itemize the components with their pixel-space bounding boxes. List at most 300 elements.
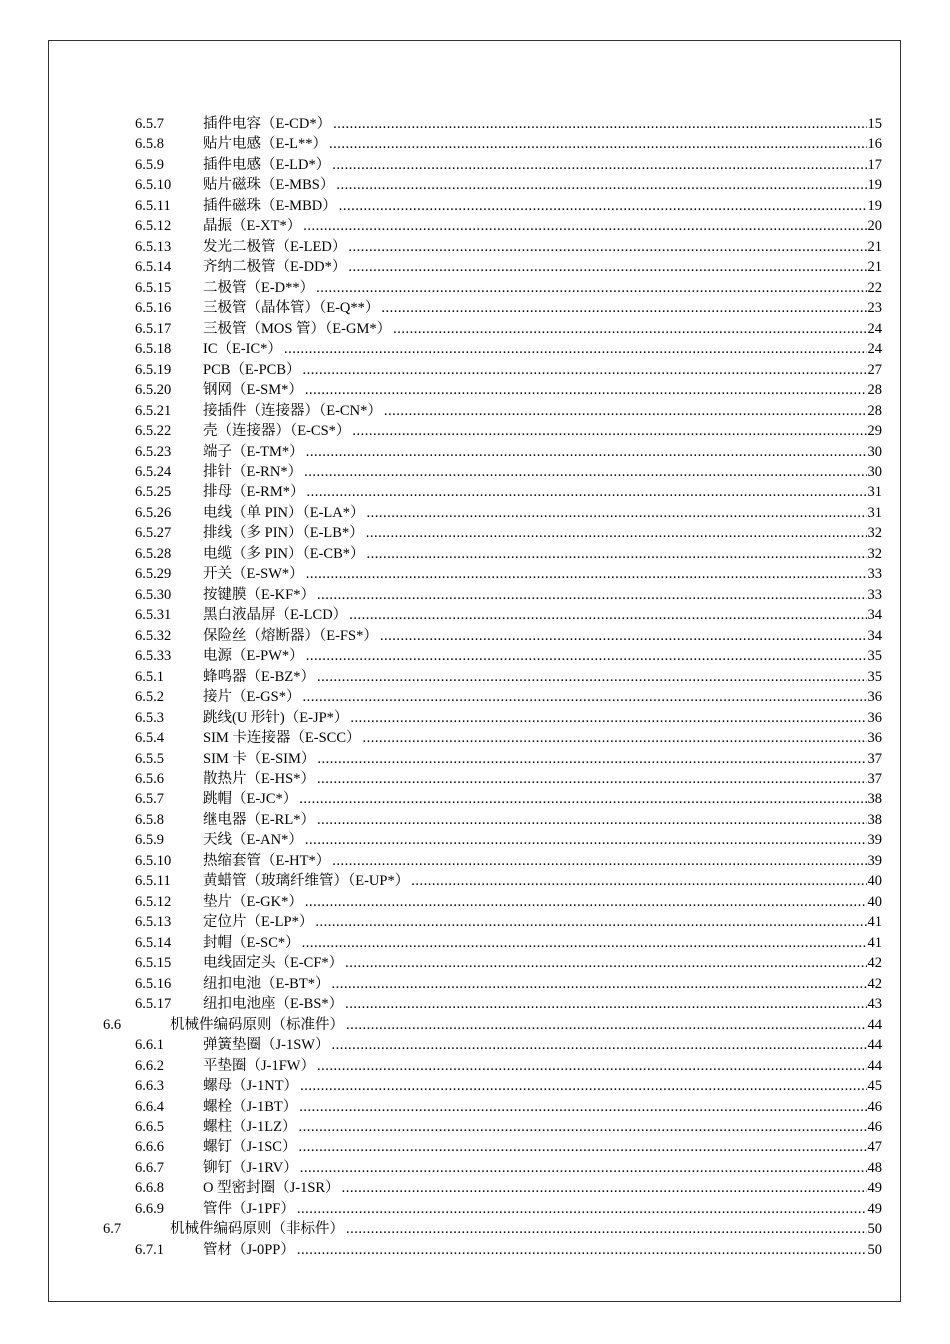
toc-entry-number: 6.5.28 xyxy=(135,545,172,562)
dot-leader xyxy=(363,728,867,748)
toc-entry-line xyxy=(203,871,882,891)
toc-entry-number: 6.5.9 xyxy=(135,832,164,849)
toc-entry-title: 螺母（J-1NT） xyxy=(203,1076,300,1096)
toc-entry-page-number: 30 xyxy=(867,443,882,460)
toc-entry-page-number: 37 xyxy=(867,771,882,787)
toc-entry-line xyxy=(203,1240,882,1260)
toc-entry-number: 6.6.7 xyxy=(135,1159,164,1176)
toc-entry[interactable] xyxy=(0,933,950,953)
toc-entry-line xyxy=(203,1199,882,1219)
toc-entry[interactable] xyxy=(0,1097,950,1117)
dot-leader xyxy=(345,953,866,973)
toc-entry[interactable] xyxy=(0,585,950,605)
toc-entry-number: 6.5.31 xyxy=(135,607,172,624)
toc-entry-page-number: 40 xyxy=(867,893,882,910)
dot-leader xyxy=(367,503,867,523)
dot-leader xyxy=(345,994,866,1014)
toc-entry-title: 贴片电感（E-L**） xyxy=(203,134,329,154)
toc-entry-line xyxy=(203,462,882,482)
toc-entry-title: 管件（J-1PF） xyxy=(203,1199,297,1219)
toc-entry-line xyxy=(203,994,882,1014)
toc-entry-page-number: 38 xyxy=(867,791,882,808)
toc-entry-line xyxy=(203,728,882,748)
toc-entry-page-number: 42 xyxy=(867,955,882,972)
dot-leader xyxy=(350,708,866,728)
toc-entry-line xyxy=(203,1056,882,1076)
toc-entry-title: O 型密封圈（J-1SR） xyxy=(203,1178,342,1198)
toc-entry[interactable] xyxy=(0,442,950,462)
toc-entry-line xyxy=(203,1117,882,1137)
toc-entry-number: 6.6.1 xyxy=(135,1037,164,1054)
dot-leader xyxy=(346,1015,867,1035)
toc-entry-title: 端子（E-TM*） xyxy=(203,442,306,462)
toc-entry-line xyxy=(203,626,882,646)
toc-entry-title: 黄蜡管（玻璃纤维管）（E-UP*） xyxy=(203,871,411,891)
toc-entry-page-number: 33 xyxy=(867,566,882,583)
dot-leader xyxy=(336,175,866,195)
toc-entry-number: 6.5.11 xyxy=(135,873,171,890)
toc-entry[interactable] xyxy=(0,728,950,748)
toc-entry-line xyxy=(203,237,882,257)
toc-entry-number: 6.5.4 xyxy=(135,730,164,747)
toc-entry-line xyxy=(203,708,882,728)
toc-entry[interactable] xyxy=(0,523,950,543)
toc-entry[interactable] xyxy=(0,544,950,564)
dot-leader xyxy=(352,421,866,441)
toc-entry-title: 管材（J-0PP） xyxy=(203,1240,297,1260)
toc-entry-page-number: 44 xyxy=(867,1057,882,1074)
toc-entry[interactable] xyxy=(0,114,950,134)
toc-entry-page-number: 31 xyxy=(867,504,882,521)
toc-entry-number: 6.5.5 xyxy=(135,750,164,767)
toc-entry-line xyxy=(203,1158,882,1178)
toc-entry[interactable] xyxy=(0,175,950,195)
toc-entry[interactable] xyxy=(0,646,950,666)
toc-entry-number: 6.5.22 xyxy=(135,423,172,440)
toc-entry[interactable] xyxy=(0,1178,950,1198)
toc-entry-number: 6.5.7 xyxy=(135,791,164,808)
toc-entry-line xyxy=(203,523,882,543)
toc-entry-line xyxy=(203,114,882,134)
dot-leader xyxy=(298,1117,866,1137)
toc-entry-title: 三极管（MOS 管）（E-GM*） xyxy=(203,319,393,339)
toc-entry-title: 发光二极管（E-LED） xyxy=(203,237,348,257)
dot-leader xyxy=(297,1240,867,1260)
toc-entry[interactable] xyxy=(0,1015,950,1035)
toc-entry-title: 螺栓（J-1BT） xyxy=(203,1097,299,1117)
toc-entry[interactable] xyxy=(0,1199,950,1219)
toc-entry-number: 6.5.33 xyxy=(135,648,172,665)
toc-entry-title: 机械件编码原则（标准件） xyxy=(170,1015,346,1035)
toc-entry[interactable] xyxy=(0,1158,950,1178)
toc-entry-line xyxy=(203,360,882,380)
toc-entry[interactable] xyxy=(0,1240,950,1260)
toc-entry[interactable] xyxy=(0,380,950,400)
toc-entry[interactable] xyxy=(0,789,950,809)
toc-entry-line xyxy=(203,544,882,564)
dot-leader xyxy=(346,1219,867,1239)
toc-entry-number: 6.5.15 xyxy=(135,955,172,972)
toc-entry[interactable] xyxy=(0,749,950,769)
toc-entry-title: 插件电感（E-LD*） xyxy=(203,155,332,175)
toc-entry-title: 定位片（E-LP*） xyxy=(203,912,315,932)
toc-entry-line xyxy=(203,605,882,625)
toc-entry-line xyxy=(203,401,882,421)
toc-entry-number: 6.5.25 xyxy=(135,484,172,501)
table-of-contents xyxy=(0,114,950,1260)
toc-entry[interactable] xyxy=(0,810,950,830)
toc-entry-number: 6.5.21 xyxy=(135,402,172,419)
dot-leader xyxy=(306,442,867,462)
dot-leader xyxy=(300,1158,867,1178)
toc-entry-page-number: 44 xyxy=(867,1016,882,1033)
toc-entry-title: 热缩套管（E-HT*） xyxy=(203,851,332,871)
toc-entry-number: 6.5.15 xyxy=(135,279,172,296)
toc-entry-page-number: 40 xyxy=(867,873,882,890)
toc-entry-page-number: 33 xyxy=(867,586,882,603)
toc-entry[interactable] xyxy=(0,892,950,912)
dot-leader xyxy=(367,544,867,564)
toc-entry-line xyxy=(203,789,882,809)
toc-entry-number: 6.5.32 xyxy=(135,627,172,644)
toc-entry-line xyxy=(203,667,882,687)
toc-entry-page-number: 19 xyxy=(867,177,882,194)
toc-entry-line xyxy=(203,380,882,400)
toc-entry-title: 保险丝（熔断器）（E-FS*） xyxy=(203,626,380,646)
toc-entry[interactable] xyxy=(0,503,950,523)
toc-entry-title: 蜂鸣器（E-BZ*） xyxy=(203,667,317,687)
toc-entry-title: 纽扣电池座（E-BS*） xyxy=(203,994,345,1014)
toc-entry-line xyxy=(203,749,882,769)
toc-entry-line xyxy=(203,339,882,359)
toc-entry-page-number: 47 xyxy=(867,1139,882,1156)
dot-leader xyxy=(366,523,867,543)
toc-entry-line xyxy=(203,257,882,277)
toc-entry-number: 6.6.4 xyxy=(135,1098,164,1115)
toc-entry-line xyxy=(203,646,882,666)
dot-leader xyxy=(332,155,866,175)
toc-entry-number: 6.5.6 xyxy=(135,771,164,787)
toc-entry[interactable] xyxy=(0,1056,950,1076)
dot-leader xyxy=(393,319,866,339)
toc-entry-number: 6.5.8 xyxy=(135,811,164,828)
toc-entry-page-number: 49 xyxy=(867,1200,882,1217)
toc-entry-page-number: 44 xyxy=(867,1037,882,1054)
toc-entry-number: 6.5.14 xyxy=(135,934,172,951)
toc-entry[interactable] xyxy=(0,1137,950,1157)
dot-leader xyxy=(332,851,866,871)
toc-entry-title: 封帽（E-SC*） xyxy=(203,933,302,953)
toc-entry-title: SIM 卡（E-SIM） xyxy=(203,749,317,769)
toc-entry-line xyxy=(203,319,882,339)
toc-entry[interactable] xyxy=(0,196,950,216)
dot-leader xyxy=(298,1137,866,1157)
dot-leader xyxy=(307,482,867,502)
toc-entry-page-number: 36 xyxy=(867,689,882,706)
toc-entry-page-number: 21 xyxy=(867,259,882,276)
toc-entry-page-number: 32 xyxy=(867,525,882,542)
toc-entry-number: 6.7 xyxy=(103,1221,122,1238)
toc-entry-number: 6.5.18 xyxy=(135,341,172,358)
toc-entry-page-number: 19 xyxy=(867,197,882,214)
toc-entry[interactable] xyxy=(0,626,950,646)
toc-entry-page-number: 29 xyxy=(867,423,882,440)
toc-entry[interactable] xyxy=(0,1076,950,1096)
toc-entry-title: 继电器（E-RL*） xyxy=(203,810,317,830)
toc-entry-number: 6.5.10 xyxy=(135,852,172,869)
dot-leader xyxy=(306,646,867,666)
dot-leader xyxy=(300,1076,866,1096)
toc-entry[interactable] xyxy=(0,339,950,359)
toc-entry-number: 6.5.26 xyxy=(135,504,172,521)
dot-leader xyxy=(317,667,867,687)
dot-leader xyxy=(380,626,867,646)
toc-entry-number: 6.5.2 xyxy=(135,689,164,706)
toc-entry-page-number: 43 xyxy=(867,996,882,1013)
toc-entry-title: 电源（E-PW*） xyxy=(203,646,306,666)
toc-entry-page-number: 34 xyxy=(867,607,882,624)
toc-entry-line xyxy=(170,1015,882,1035)
toc-entry-number: 6.5.13 xyxy=(135,914,172,931)
toc-entry-page-number: 39 xyxy=(867,832,882,849)
dot-leader xyxy=(302,933,867,953)
toc-entry-number: 6.5.16 xyxy=(135,975,172,992)
toc-entry-line xyxy=(203,482,882,502)
toc-entry[interactable] xyxy=(0,1219,950,1239)
toc-entry-page-number: 38 xyxy=(867,811,882,828)
toc-entry-number: 6.5.10 xyxy=(135,177,172,194)
toc-entry-number: 6.5.8 xyxy=(135,136,164,153)
toc-entry-line xyxy=(203,953,882,973)
toc-entry-line xyxy=(203,503,882,523)
dot-leader xyxy=(317,1056,867,1076)
toc-entry[interactable] xyxy=(0,155,950,175)
toc-entry[interactable] xyxy=(0,851,950,871)
dot-leader xyxy=(342,1178,867,1198)
toc-entry[interactable] xyxy=(0,360,950,380)
toc-entry-title: 按键膜（E-KF*） xyxy=(203,585,317,605)
toc-entry-title: 二极管（E-D**） xyxy=(203,278,316,298)
toc-entry-page-number: 39 xyxy=(867,852,882,869)
dot-leader xyxy=(349,605,866,625)
toc-entry[interactable] xyxy=(0,298,950,318)
dot-leader xyxy=(384,401,867,421)
toc-entry-line xyxy=(203,892,882,912)
dot-leader xyxy=(411,871,866,891)
toc-entry-page-number: 28 xyxy=(867,382,882,399)
toc-entry[interactable] xyxy=(0,769,950,789)
toc-entry-number: 6.5.13 xyxy=(135,238,172,255)
toc-entry[interactable] xyxy=(0,1117,950,1137)
toc-entry-line xyxy=(203,298,882,318)
dot-leader xyxy=(339,196,867,216)
toc-entry-number: 6.5.17 xyxy=(135,320,172,337)
toc-entry-page-number: 50 xyxy=(867,1221,882,1238)
toc-entry-title: 排针（E-RN*） xyxy=(203,462,304,482)
dot-leader xyxy=(305,892,867,912)
toc-entry-title: IC（E-IC*） xyxy=(203,339,284,359)
toc-entry[interactable] xyxy=(0,134,950,154)
toc-entry-title: 钢网（E-SM*） xyxy=(203,380,305,400)
toc-entry-line xyxy=(203,155,882,175)
toc-entry-page-number: 35 xyxy=(867,668,882,685)
toc-entry-title: 螺钉（J-1SC） xyxy=(203,1137,298,1157)
dot-leader xyxy=(381,298,866,318)
toc-entry-title: 插件电容（E-CD*） xyxy=(203,114,333,134)
toc-entry[interactable] xyxy=(0,319,950,339)
toc-entry-title: SIM 卡连接器（E-SCC） xyxy=(203,728,363,748)
toc-entry-title: 铆钉（J-1RV） xyxy=(203,1158,300,1178)
toc-entry-line xyxy=(203,585,882,605)
toc-entry-title: 齐纳二极管（E-DD*） xyxy=(203,257,348,277)
toc-entry-page-number: 46 xyxy=(867,1118,882,1135)
toc-entry[interactable] xyxy=(0,401,950,421)
toc-entry-title: 排母（E-RM*） xyxy=(203,482,307,502)
toc-entry-title: 电缆（多 PIN）（E-CB*） xyxy=(203,544,367,564)
toc-entry-title: 壳（连接器）（E-CS*） xyxy=(203,421,352,441)
dot-leader xyxy=(303,360,867,380)
toc-entry-line xyxy=(203,1097,882,1117)
toc-entry-title: 螺柱（J-1LZ） xyxy=(203,1117,298,1137)
dot-leader xyxy=(306,564,867,584)
toc-entry-page-number: 24 xyxy=(867,341,882,358)
toc-entry[interactable] xyxy=(0,216,950,236)
toc-entry-number: 6.5.24 xyxy=(135,463,172,480)
toc-entry-page-number: 49 xyxy=(867,1180,882,1197)
toc-entry-page-number: 37 xyxy=(867,750,882,767)
toc-entry-number: 6.5.7 xyxy=(135,116,164,132)
toc-entry-line xyxy=(203,830,882,850)
toc-entry-title: 插件磁珠（E-MBD） xyxy=(203,196,339,216)
toc-entry-title: 散热片（E-HS*） xyxy=(203,769,317,789)
toc-entry[interactable] xyxy=(0,912,950,932)
dot-leader xyxy=(331,974,866,994)
toc-entry-title: 跳帽（E-JC*） xyxy=(203,789,299,809)
toc-entry[interactable] xyxy=(0,605,950,625)
toc-entry[interactable] xyxy=(0,1035,950,1055)
dot-leader xyxy=(331,1035,866,1055)
dot-leader xyxy=(299,789,866,809)
toc-entry[interactable] xyxy=(0,482,950,502)
dot-leader xyxy=(305,830,867,850)
toc-entry-number: 6.5.20 xyxy=(135,382,172,399)
toc-entry-page-number: 30 xyxy=(867,463,882,480)
toc-entry-line xyxy=(203,175,882,195)
toc-entry-line xyxy=(203,134,882,154)
toc-entry-line xyxy=(203,1178,882,1198)
toc-entry-page-number: 42 xyxy=(867,975,882,992)
dot-leader xyxy=(305,380,867,400)
toc-entry[interactable] xyxy=(0,687,950,707)
toc-entry[interactable] xyxy=(0,708,950,728)
toc-entry-number: 6.5.3 xyxy=(135,709,164,726)
toc-entry-page-number: 16 xyxy=(867,136,882,153)
toc-entry-line xyxy=(203,810,882,830)
toc-entry-title: 接插件（连接器）（E-CN*） xyxy=(203,401,384,421)
toc-entry-line xyxy=(203,687,882,707)
toc-entry-line xyxy=(203,196,882,216)
toc-entry-page-number: 46 xyxy=(867,1098,882,1115)
toc-entry-title: 电线固定头（E-CF*） xyxy=(203,953,345,973)
toc-entry-line xyxy=(170,1219,882,1239)
dot-leader xyxy=(302,687,866,707)
toc-entry-line xyxy=(203,769,882,789)
toc-entry[interactable] xyxy=(0,974,950,994)
toc-entry-number: 6.5.12 xyxy=(135,218,172,235)
dot-leader xyxy=(348,237,866,257)
toc-entry-page-number: 34 xyxy=(867,627,882,644)
dot-leader xyxy=(303,216,866,236)
toc-entry-title: 排线（多 PIN）（E-LB*） xyxy=(203,523,366,543)
toc-entry-title: 机械件编码原则（非标件） xyxy=(170,1219,346,1239)
toc-entry-page-number: 28 xyxy=(867,402,882,419)
toc-entry-title: 天线（E-AN*） xyxy=(203,830,305,850)
toc-entry-number: 6.5.30 xyxy=(135,586,172,603)
toc-entry-number: 6.6.8 xyxy=(135,1180,164,1197)
dot-leader xyxy=(304,462,866,482)
toc-entry[interactable] xyxy=(0,871,950,891)
toc-entry-title: 弹簧垫圈（J-1SW） xyxy=(203,1035,331,1055)
toc-entry[interactable] xyxy=(0,237,950,257)
dot-leader xyxy=(317,810,867,830)
toc-entry-number: 6.5.12 xyxy=(135,893,172,910)
toc-entry-title: 黑白液晶屏（E-LCD） xyxy=(203,605,349,625)
toc-entry-page-number: 23 xyxy=(867,300,882,317)
toc-entry-page-number: 41 xyxy=(867,914,882,931)
dot-leader xyxy=(317,749,866,769)
toc-entry-page-number: 21 xyxy=(867,238,882,255)
toc-entry[interactable] xyxy=(0,257,950,277)
toc-entry-page-number: 20 xyxy=(867,218,882,235)
toc-entry[interactable] xyxy=(0,830,950,850)
toc-entry-page-number: 45 xyxy=(867,1078,882,1095)
toc-entry-line xyxy=(203,1076,882,1096)
dot-leader xyxy=(329,134,866,154)
toc-entry-number: 6.5.11 xyxy=(135,197,171,214)
toc-entry-page-number: 35 xyxy=(867,648,882,665)
toc-entry-page-number: 36 xyxy=(867,730,882,747)
toc-entry-line xyxy=(203,421,882,441)
toc-entry-page-number: 22 xyxy=(867,279,882,296)
toc-entry-number: 6.5.23 xyxy=(135,443,172,460)
toc-entry-title: 电线（单 PIN）（E-LA*） xyxy=(203,503,367,523)
toc-entry-number: 6.6.5 xyxy=(135,1118,164,1135)
toc-entry-page-number: 41 xyxy=(867,934,882,951)
toc-entry-line xyxy=(203,912,882,932)
dot-leader xyxy=(316,278,866,298)
toc-entry[interactable] xyxy=(0,421,950,441)
toc-entry[interactable] xyxy=(0,462,950,482)
toc-entry[interactable] xyxy=(0,994,950,1014)
toc-entry-number: 6.5.14 xyxy=(135,259,172,276)
toc-entry-page-number: 17 xyxy=(867,156,882,173)
toc-entry-title: 贴片磁珠（E-MBS） xyxy=(203,175,336,195)
toc-entry-page-number: 24 xyxy=(867,320,882,337)
toc-entry[interactable] xyxy=(0,667,950,687)
toc-entry-page-number: 50 xyxy=(867,1241,882,1258)
toc-entry[interactable] xyxy=(0,953,950,973)
toc-entry-line xyxy=(203,216,882,236)
toc-entry-line xyxy=(203,278,882,298)
toc-entry-number: 6.6.2 xyxy=(135,1057,164,1074)
toc-entry-line xyxy=(203,1035,882,1055)
dot-leader xyxy=(333,114,866,134)
toc-entry-title: PCB（E-PCB） xyxy=(203,360,303,380)
toc-entry[interactable] xyxy=(0,278,950,298)
toc-entry-title: 纽扣电池（E-BT*） xyxy=(203,974,331,994)
toc-entry-number: 6.6.6 xyxy=(135,1139,164,1156)
toc-entry[interactable] xyxy=(0,564,950,584)
